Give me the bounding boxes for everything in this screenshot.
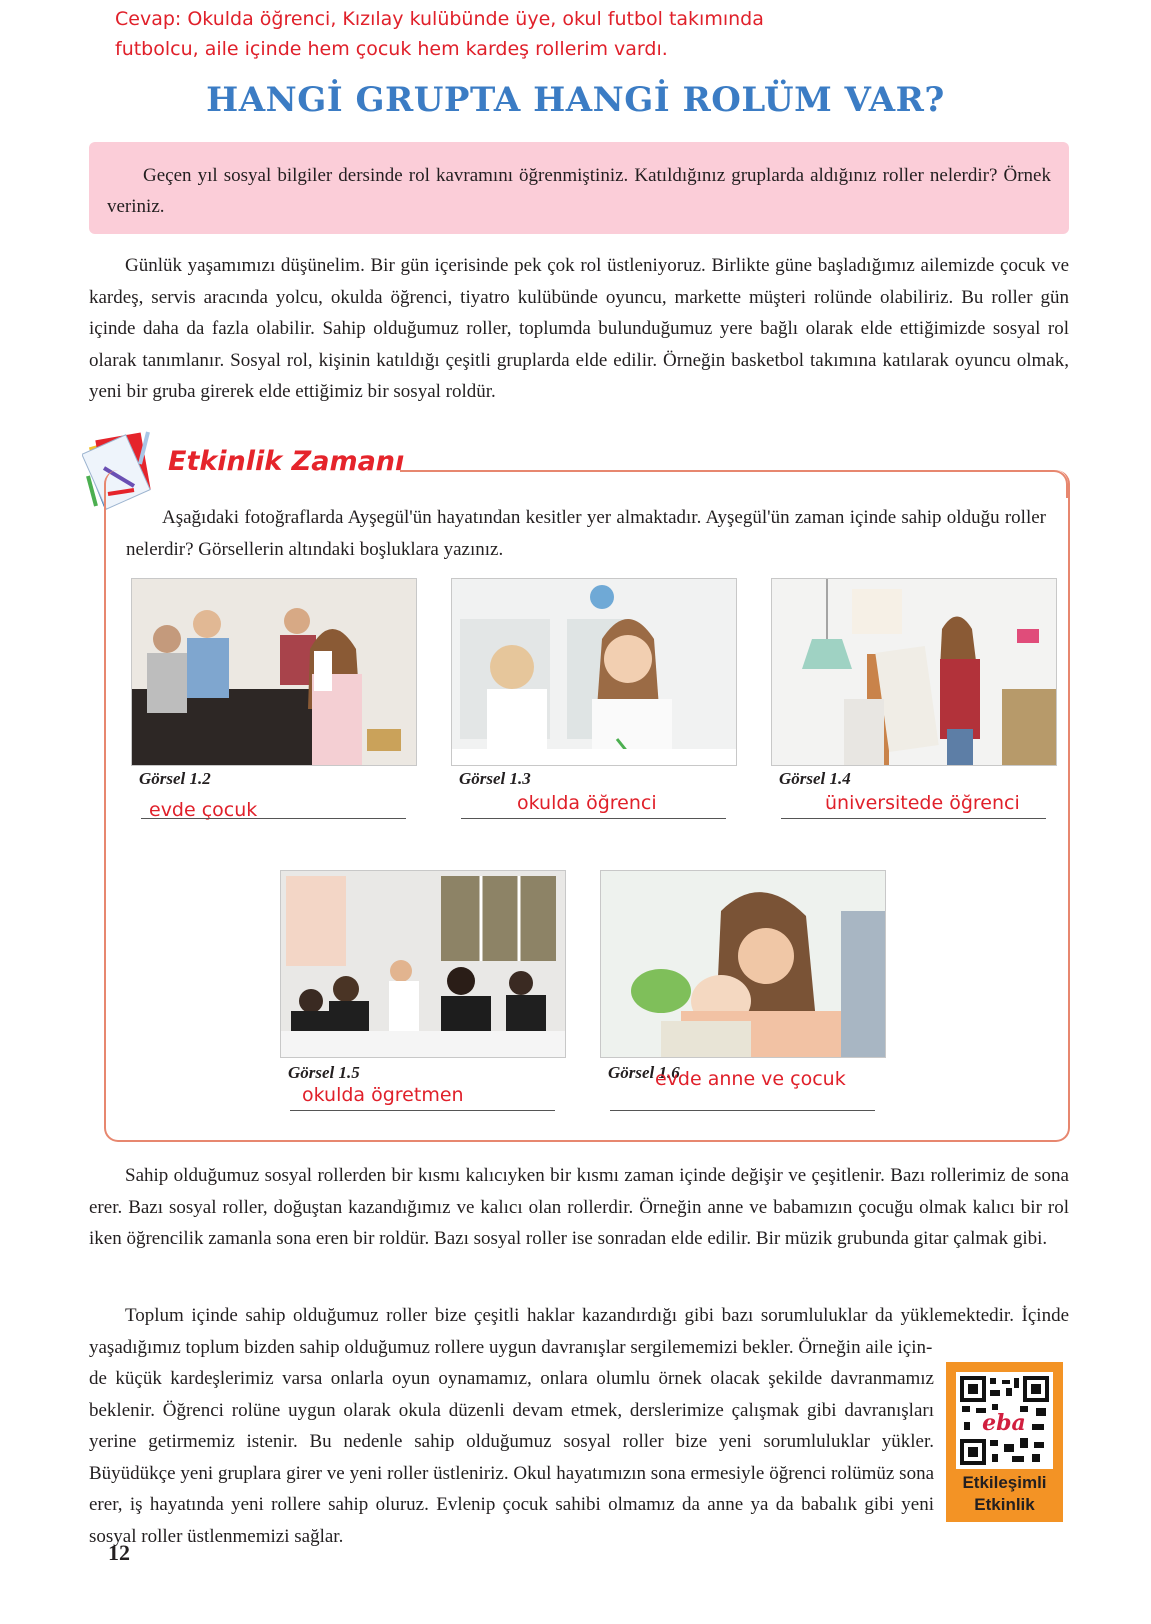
answer-gorsel-1-6[interactable]: evde anne ve çocuk	[655, 1068, 846, 1090]
badge-label-line-2: Etkinlik	[974, 1495, 1035, 1514]
answer-line-gorsel-1-3	[461, 818, 726, 819]
intro-question-text: Geçen yıl sosyal bilgiler dersinde rol kavramını öğrenmiştiniz. Katıldığınız gruplarda aldığınız roller nelerdir? Örnek veriniz.	[107, 165, 1051, 217]
interactive-activity-badge[interactable]	[946, 1362, 1063, 1522]
eba-logo: eba	[982, 1410, 1026, 1436]
photo-mother-baby	[600, 870, 886, 1058]
photo-family-breakfast	[131, 578, 417, 766]
paragraph-2: Sahip olduğumuz sosyal rollerden bir kısmı kalıcıyken bir kısmı zaman içinde değişir ve çeşitlenir. Bazı rollerimiz de sona erer. Bazı sosyal roller, doğuştan kazandığımız ve kalıcı olan rollerdir. Örneğin anne ve babamızın çocuğu olmak kalıcı bir rol iken öğrencilik zamanla sona eren bir roldür. Bazı sosyal roller ise sonradan elde edilir. Bir müzik grubunda gitar çalmak gibi.	[89, 1165, 1069, 1249]
interactive-activity-label	[946, 1472, 1063, 1516]
caption-gorsel-1-4: Görsel 1.4	[779, 769, 851, 788]
answer-gorsel-1-4[interactable]: üniversitede öğrenci	[825, 792, 1020, 814]
intro-question-box	[89, 142, 1069, 234]
qr-code-icon[interactable]	[956, 1372, 1053, 1469]
page-title: HANGİ GRUPTA HANGİ ROLÜM VAR?	[206, 80, 945, 120]
photo-schoolgirl-desk	[451, 578, 737, 766]
paragraph-3-continued: de küçük kardeşlerimiz varsa onlarla oyun oynamamız, onlara olumlu örnek olacak şekilde davranmamız beklenir. Öğrenci rolüne uygun olarak okula düzenli devam etmek, derslerimize çalışmak gibi davranışları yerine getirmemiz istenir. Bu nedenle sahip olduğumuz sosyal roller bize yeni sorumluluklar yükler. Büyüdükçe yeni gruplara girer ve yeni roller üstleniriz. Okul hayatımızın sona ermesiyle öğrenci rolümüz sona erer, iş hayatında yeni rollere sahip oluruz. Evlenip çocuk sahibi olmamız da anne ya da babalık gibi yeni sosyal roller üstlenmemizi sağlar.	[89, 1368, 934, 1547]
caption-gorsel-1-5: Görsel 1.5	[288, 1063, 360, 1082]
caption-gorsel-1-6: Görsel 1.6	[608, 1063, 680, 1082]
paragraph-3: Toplum içinde sahip olduğumuz roller bize çeşitli haklar kazandırdığı gibi bazı sorumluluklar da yüklemektedir. İçinde yaşadığımız toplum bizden sahip olduğumuz rollere uygun davranışlar sergilememizi bekler. Örneğin aile için-	[89, 1305, 1069, 1358]
activity-instructions: Aşağıdaki fotoğraflarda Ayşegül'ün hayatından kesitler yer almaktadır. Ayşegül'ün zaman içinde sahip olduğu roller nelerdir? Görsellerin altındaki boşluklara yazınız.	[126, 507, 1046, 560]
answer-note-line-2: futbolcu, aile içinde hem çocuk hem kardeş rollerim vardı.	[115, 38, 668, 60]
answer-line-gorsel-1-5	[290, 1110, 555, 1111]
answer-line-gorsel-1-2	[141, 818, 406, 819]
answer-line-gorsel-1-6	[610, 1110, 875, 1111]
answer-note-line-1: Cevap: Okulda öğrenci, Kızılay kulübünde üye, okul futbol takımında	[115, 8, 764, 30]
activity-border-corner	[1040, 470, 1068, 498]
caption-gorsel-1-3: Görsel 1.3	[459, 769, 531, 788]
activity-heading: Etkinlik Zamanı	[168, 446, 405, 477]
photo-teacher-classroom	[280, 870, 566, 1058]
answer-gorsel-1-5[interactable]: okulda ögretmen	[302, 1084, 464, 1106]
answer-line-gorsel-1-4	[781, 818, 1046, 819]
caption-gorsel-1-2: Görsel 1.2	[139, 769, 211, 788]
answer-gorsel-1-2[interactable]: evde çocuk	[149, 799, 258, 821]
badge-label-line-1: Etkileşimli	[962, 1473, 1047, 1492]
answer-note	[115, 4, 915, 64]
page-number: 12	[108, 1540, 130, 1565]
paragraph-1: Günlük yaşamımızı düşünelim. Bir gün içerisinde pek çok rol üstleniyoruz. Birlikte güne başladığımız ailemizde çocuk ve kardeş, servis aracında yolcu, okulda öğrenci, tiyatro kulübünde oyuncu, markette müşteri rolünde olabiliriz. Bu roller gün içinde daha da fazla olabilir. Sahip olduğumuz roller, toplumda bulunduğumuz yere bağlı olarak elde ettiğimizde sosyal rol olarak tanımlanır. Sosyal rol, kişinin katıldığı çeşitli gruplarda elde edilir. Örneğin basketbol takımına katılarak oyuncu olmak, yeni bir gruba girerek elde ettiğimiz bir sosyal roldür.	[89, 255, 1069, 402]
answer-gorsel-1-3[interactable]: okulda öğrenci	[517, 792, 657, 814]
photo-woman-painting	[771, 578, 1057, 766]
